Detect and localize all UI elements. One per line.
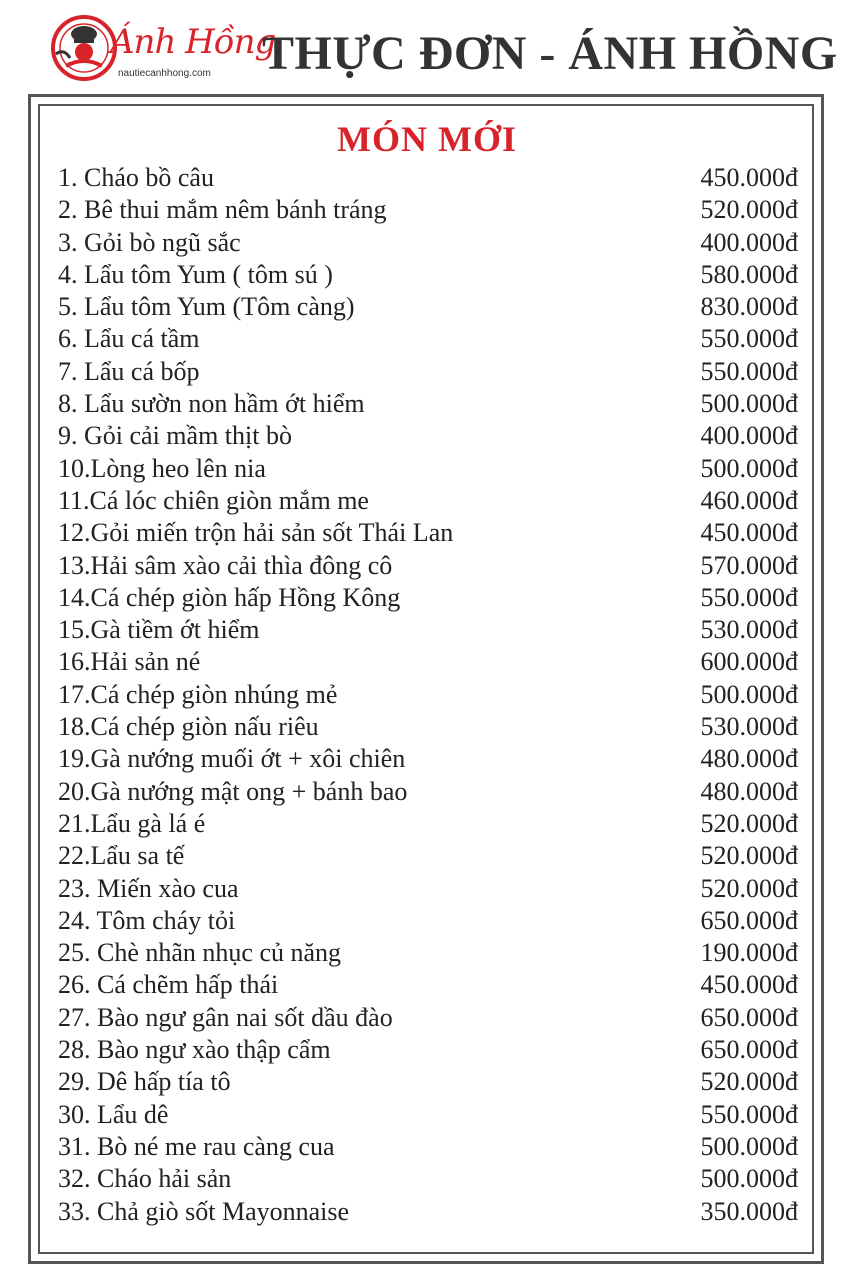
menu-item [58,840,798,872]
menu-item [58,388,798,420]
menu-item [58,517,798,549]
menu-item [58,356,798,388]
menu-item [58,711,798,743]
menu-item-price: 550.000đ [700,324,798,354]
page-title: THỰC ĐƠN - ÁNH HỒNG [262,27,838,80]
menu-item-price: 450.000đ [700,163,798,192]
menu-item-price: 650.000đ [700,1035,798,1065]
menu-item [58,1099,798,1131]
menu-item-name: 23. Miến xào cua [58,873,239,903]
menu-item [58,1066,798,1098]
menu-item-price: 830.000đ [700,292,798,322]
menu-item [58,227,798,259]
menu-item-name: 9. Gỏi cải mầm thịt bò [58,421,292,451]
menu-item-price: 570.000đ [700,550,798,580]
menu-item-name: 31. Bò né me rau càng cua [58,1131,335,1161]
menu-item-name: 2. Bê thui mắm nêm bánh tráng [58,195,387,225]
menu-item-price: 650.000đ [700,1002,798,1032]
menu-item-name: 20.Gà nướng mật ong + bánh bao [58,776,408,806]
menu-item-name: 13.Hải sâm xào cải thìa đông cô [58,550,393,580]
menu-item-price: 520.000đ [700,808,798,838]
menu-item-name: 21.Lẩu gà lá é [58,808,206,838]
menu-item-price: 550.000đ [700,582,798,612]
website-label: nautiecanhhong.com [118,68,211,79]
menu-list [58,162,798,1228]
menu-item [58,420,798,452]
menu-item-price: 580.000đ [700,259,798,289]
menu-item-name: 30. Lẩu dê [58,1099,169,1129]
menu-item-name: 17.Cá chép giòn nhúng mẻ [58,679,338,709]
menu-item [58,453,798,485]
menu-item-price: 500.000đ [700,389,798,419]
menu-item [58,194,798,226]
menu-item-name: 26. Cá chẽm hấp thái [58,970,279,1000]
menu-item [58,614,798,646]
menu-item-price: 480.000đ [700,776,798,806]
menu-item [58,679,798,711]
menu-item-price: 550.000đ [700,1099,798,1129]
menu-item-name: 3. Gỏi bò ngũ sắc [58,227,241,257]
menu-item [58,905,798,937]
menu-item [58,969,798,1001]
menu-item-name: 8. Lẩu sườn non hầm ớt hiểm [58,389,365,419]
menu-item [58,1196,798,1228]
menu-item-name: 27. Bào ngư gân nai sốt dầu đào [58,1002,393,1032]
menu-item-price: 600.000đ [700,647,798,677]
menu-item-name: 10.Lòng heo lên nia [58,453,266,483]
menu-item [58,1163,798,1195]
menu-item-name: 32. Cháo hải sản [58,1164,232,1194]
menu-item-price: 520.000đ [700,841,798,871]
section-title: MÓN MỚI [337,119,517,159]
menu-item-price: 500.000đ [700,453,798,483]
menu-item [58,937,798,969]
menu-item-name: 22.Lẩu sa tế [58,841,185,871]
logo-text: Ánh Hồng [110,22,276,62]
menu-item-price: 520.000đ [700,1067,798,1097]
menu-item-price: 460.000đ [700,485,798,515]
menu-item-price: 520.000đ [700,195,798,225]
menu-item-name: 25. Chè nhãn nhục củ năng [58,938,342,968]
menu-item [58,291,798,323]
menu-item [58,485,798,517]
menu-item-price: 520.000đ [700,873,798,903]
chef-icon [50,14,118,82]
menu-item-name: 33. Chả giò sốt Mayonnaise [58,1196,350,1226]
menu-item-name: 5. Lẩu tôm Yum (Tôm càng) [58,292,355,322]
menu-item-price: 530.000đ [700,615,798,645]
menu-item [58,323,798,355]
menu-item-price: 500.000đ [700,1164,798,1194]
brand-logo [50,12,276,88]
menu-item-price: 500.000đ [700,679,798,709]
menu-item-price: 350.000đ [700,1196,798,1226]
menu-item-price: 650.000đ [700,905,798,935]
menu-item-price: 550.000đ [700,356,798,386]
menu-item [58,550,798,582]
menu-item-name: 28. Bào ngư xào thập cẩm [58,1035,331,1065]
menu-item [58,808,798,840]
menu-item-name: 18.Cá chép giòn nấu riêu [58,712,319,742]
menu-item-price: 400.000đ [700,421,798,451]
menu-item-name: 24. Tôm cháy tỏi [58,905,236,935]
menu-item [58,873,798,905]
menu-item-name: 19.Gà nướng muối ớt + xôi chiên [58,744,406,774]
menu-item [58,582,798,614]
menu-item-price: 530.000đ [700,712,798,742]
menu-item-name: 15.Gà tiềm ớt hiểm [58,615,260,645]
menu-item-name: 12.Gỏi miến trộn hải sản sốt Thái Lan [58,518,454,548]
menu-item-price: 500.000đ [700,1131,798,1161]
menu-item-price: 480.000đ [700,744,798,774]
menu-item [58,1002,798,1034]
menu-item [58,776,798,808]
menu-item-price: 450.000đ [700,970,798,1000]
menu-item-name: 16.Hải sản né [58,647,201,677]
menu-item-price: 190.000đ [700,938,798,968]
menu-item [58,743,798,775]
menu-item-price: 450.000đ [700,518,798,548]
menu-item-name: 11.Cá lóc chiên giòn mắm me [58,485,369,515]
menu-item [58,1131,798,1163]
menu-item [58,162,798,194]
menu-item [58,1034,798,1066]
menu-item-name: 1. Cháo bồ câu [58,163,214,192]
menu-item-name: 29. Dê hấp tía tô [58,1067,231,1097]
menu-item-name: 7. Lẩu cá bốp [58,356,200,386]
menu-item-name: 14.Cá chép giòn hấp Hồng Kông [58,582,401,612]
menu-item-name: 4. Lẩu tôm Yum ( tôm sú ) [58,259,333,289]
menu-item-name: 6. Lẩu cá tầm [58,324,200,354]
menu-item-price: 400.000đ [700,227,798,257]
menu-item [58,259,798,291]
menu-item [58,646,798,678]
